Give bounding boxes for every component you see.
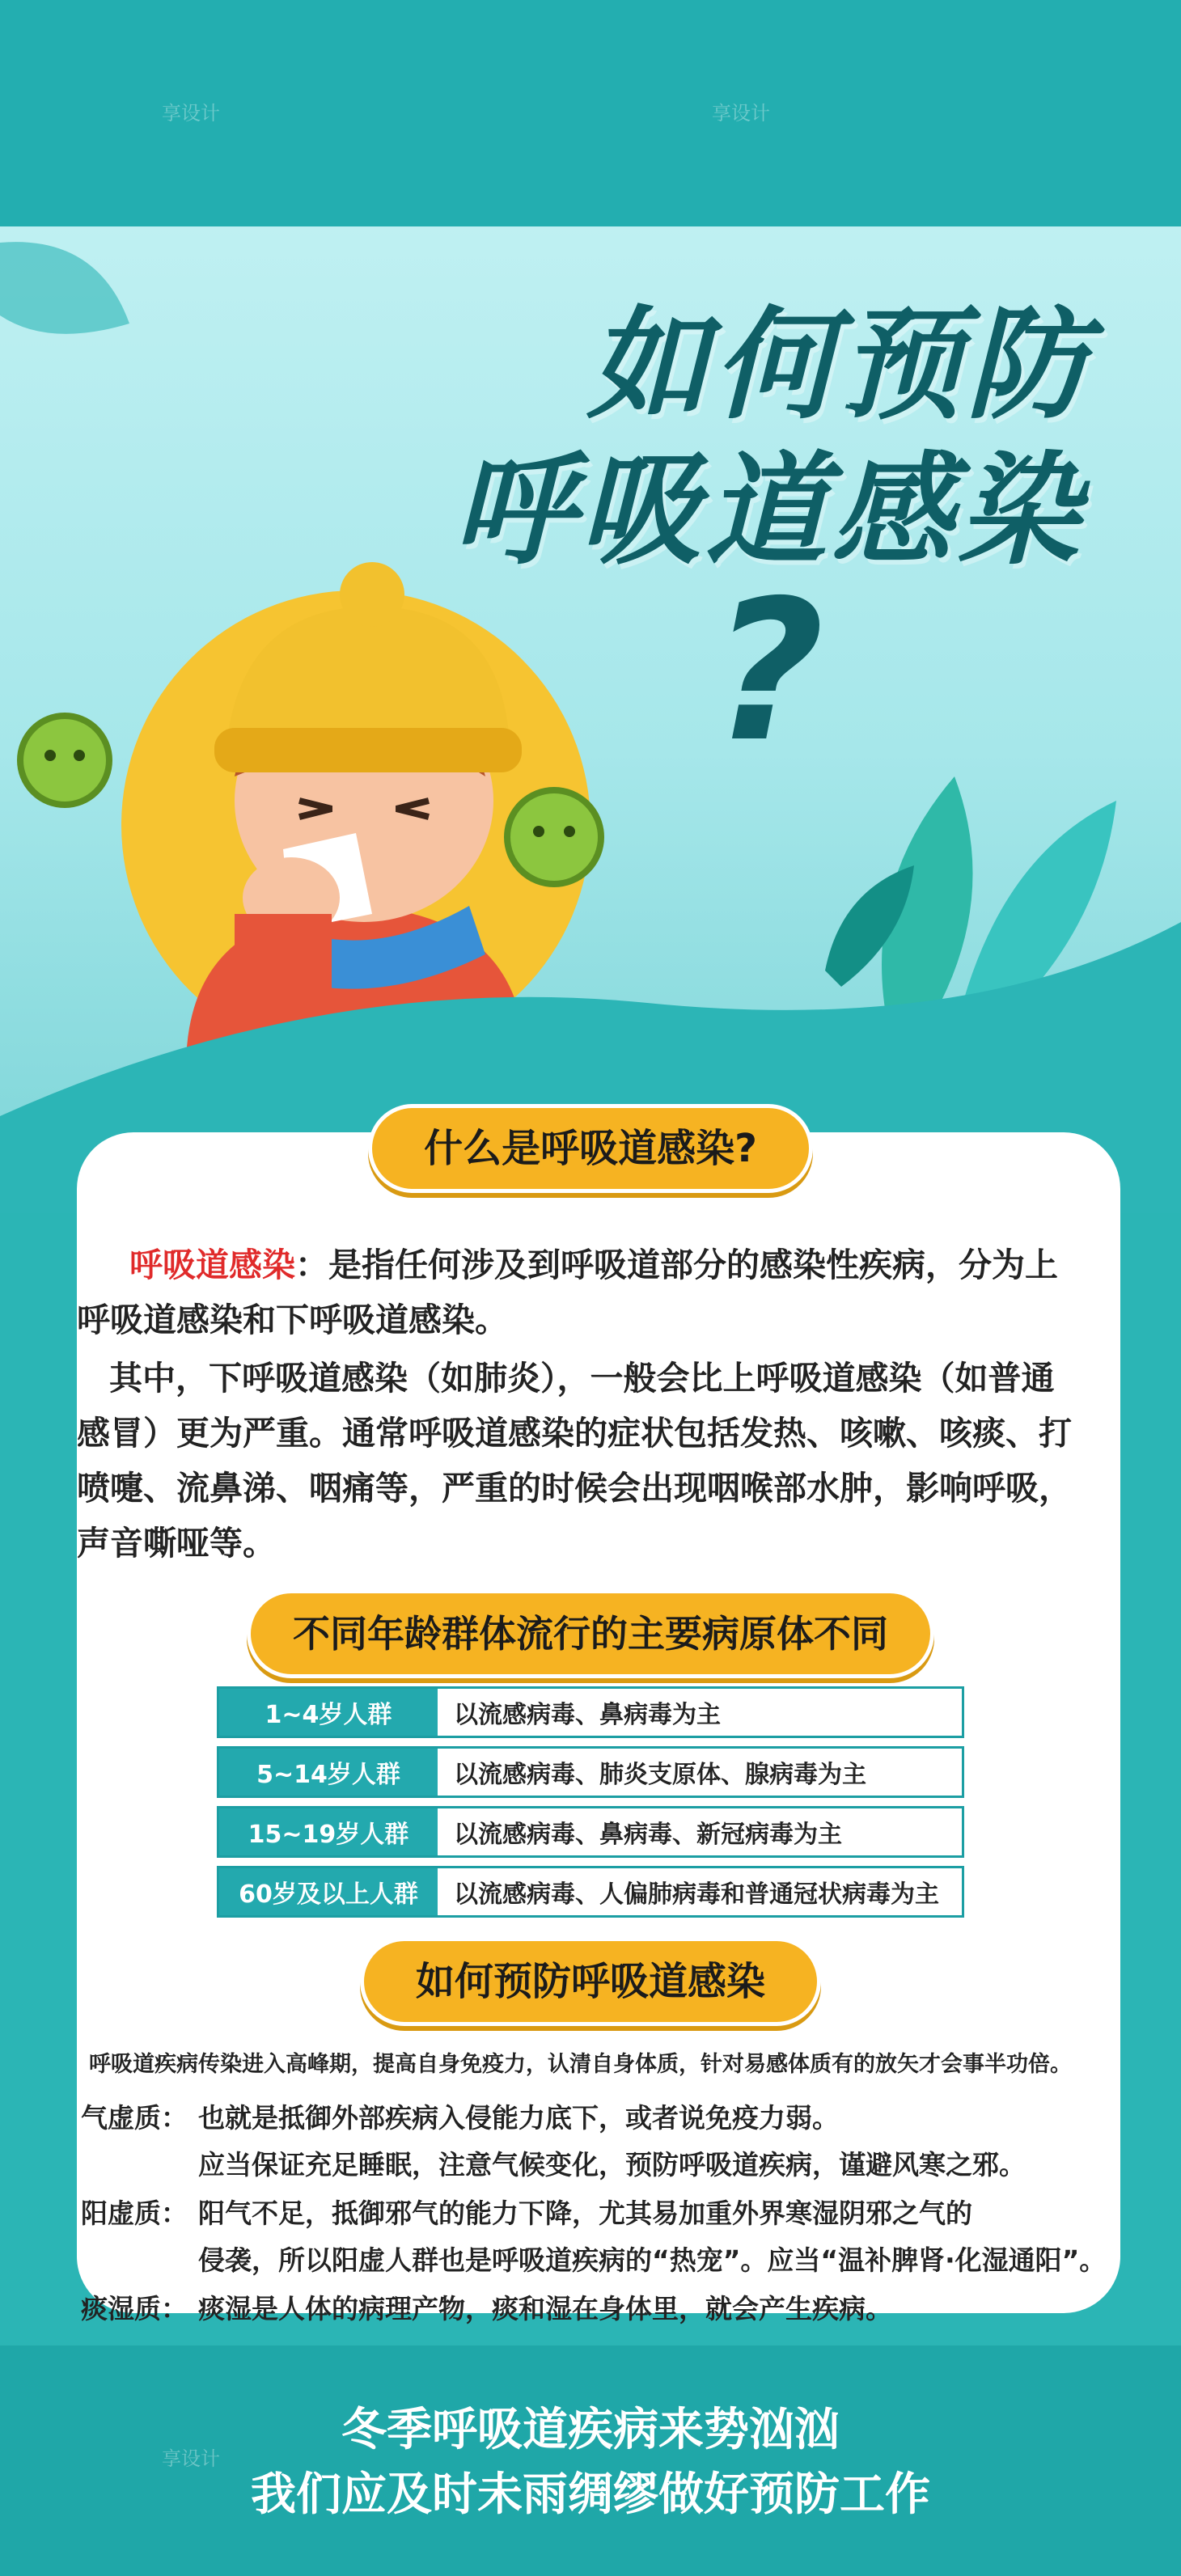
watermark: 享设计	[162, 102, 220, 125]
title-line-1: 如何预防	[586, 295, 1092, 436]
constitution-label: 痰湿质：	[81, 2293, 188, 2324]
section-heading-what-is: 什么是呼吸道感染?	[368, 1104, 813, 1193]
constitution-text: 痰湿是人体的病理产物，痰和湿在身体里，就会产生疾病。	[198, 2293, 892, 2324]
term-highlight: 呼吸道感染	[129, 1246, 295, 1284]
constitution-text: 阳气不足，抵御邪气的能力下降，尤其易加重外界寒湿阴邪之气的	[198, 2197, 972, 2229]
table-row	[217, 1866, 964, 1918]
age-cell: 60岁及以上人群	[219, 1868, 438, 1915]
footer-slogan-2: 我们应及时未雨绸缪做好预防工作	[251, 2468, 930, 2521]
pathogen-cell: 以流感病毒、人偏肺病毒和普通冠状病毒为主	[438, 1868, 962, 1915]
watermark: 享设计	[712, 102, 770, 125]
title-line-2: 呼吸道感染	[452, 441, 1084, 582]
constitution-qi-deficiency	[81, 2095, 1132, 2189]
table-row	[217, 1806, 964, 1858]
section-heading-prevention: 如何预防呼吸道感染	[360, 1937, 821, 2026]
pathogen-cell: 以流感病毒、鼻病毒为主	[438, 1689, 962, 1736]
age-cell: 5~14岁人群	[219, 1749, 438, 1796]
constitution-phlegm-dampness	[81, 2286, 1132, 2333]
age-cell: 15~19岁人群	[219, 1808, 438, 1855]
definition-text: ：是指任何涉及到呼吸道部分的感染性疾病，分为上呼吸道感染和下呼吸道感染。	[77, 1246, 1058, 1339]
table-row	[217, 1686, 964, 1738]
watermark: 享设计	[162, 2447, 220, 2470]
section-heading-pathogens: 不同年龄群体流行的主要病原体不同	[247, 1589, 934, 1678]
table-row	[217, 1746, 964, 1798]
pathogen-cell: 以流感病毒、鼻病毒、新冠病毒为主	[438, 1808, 962, 1855]
constitution-yang-deficiency	[81, 2190, 1132, 2284]
footer-slogan-1: 冬季呼吸道疾病来势汹汹	[341, 2404, 840, 2456]
leaf-decoration-icon	[0, 226, 162, 372]
constitution-advice: 应当保证充足睡眠，注意气候变化，预防呼吸道疾病，谨避风寒之邪。	[198, 2149, 1026, 2181]
constitution-text: 也就是抵御外部疾病入侵能力底下，或者说免疫力弱。	[198, 2102, 839, 2134]
question-mark: ?	[712, 558, 825, 785]
age-cell: 1~4岁人群	[219, 1689, 438, 1736]
definition-paragraph	[77, 1237, 1072, 1347]
virus-icon	[0, 696, 129, 825]
constitution-label: 气虚质：	[81, 2102, 188, 2134]
pathogen-cell: 以流感病毒、肺炎支原体、腺病毒为主	[438, 1749, 962, 1796]
prevention-intro: 呼吸道疾病传染进入高峰期，提高自身免疫力，认清自身体质，针对易感体质有的放矢才会事半功倍。	[89, 2052, 1072, 2077]
constitution-label: 阳虚质：	[81, 2197, 188, 2229]
pathogen-table	[217, 1686, 964, 1926]
detail-paragraph: 其中，下呼吸道感染（如肺炎），一般会比上呼吸道感染（如普通感冒）更为严重。通常呼吸道感染的症状包括发热、咳嗽、咳痰、打喷嚏、流鼻涕、咽痛等，严重的时候会出现咽喉部水肿，影响呼吸，声音嘶哑等。	[77, 1359, 1072, 1563]
constitution-advice: 侵袭，所以阳虚人群也是呼吸道疾病的“热宠”。应当“温补脾肾·化湿通阳”。	[198, 2244, 1107, 2276]
